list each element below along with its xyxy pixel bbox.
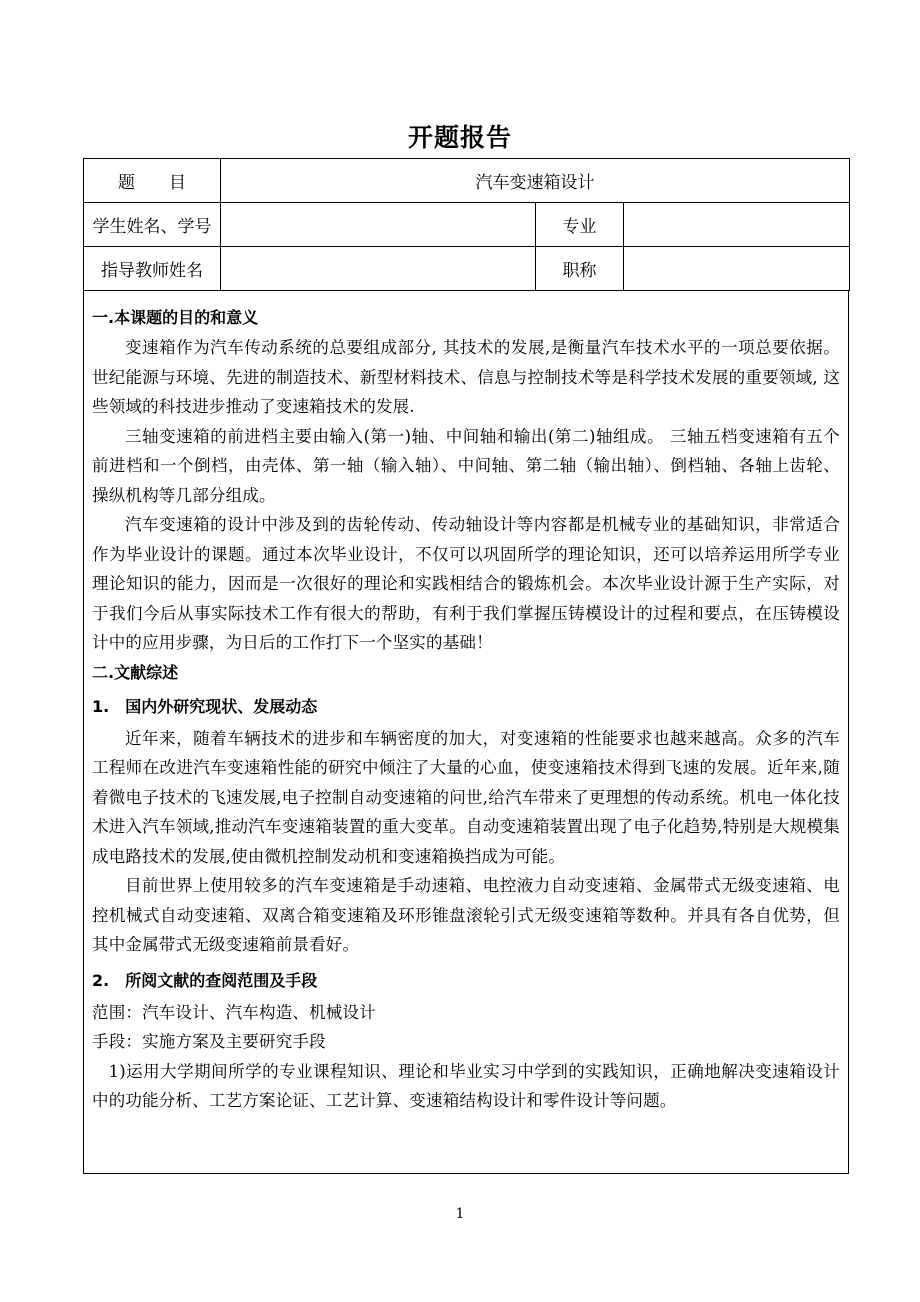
student-row — [84, 203, 850, 247]
section-1-paragraph: 汽车变速箱的设计中涉及到的齿轮传动、传动轴设计等内容都是机械专业的基础知识，非常适合作为毕业设计的课题。通过本次毕业设计，不仅可以巩固所学的理论知识，还可以培养运用所学专业理论知识的能力，因而是一次很好的理论和实践相结合的锻炼机会。本次毕业设计源于生产实际，对于我们今后从事实际技术工作有很大的帮助，有利于我们掌握压铸模设计的过程和要点，在压铸模设计中的应用步骤，为日后的工作打下一个坚实的基础！ — [92, 515, 840, 652]
advisor-label: 指导教师姓名 — [84, 247, 221, 291]
student-label: 学生姓名、学号 — [84, 203, 221, 247]
topic-row — [84, 159, 850, 203]
advisor-row — [84, 247, 850, 291]
student-value — [221, 203, 536, 247]
section-2-heading: 二.文献综述 — [92, 662, 179, 682]
subsection-1-heading: 1. 国内外研究现状、发展动态 — [92, 696, 318, 716]
section-1-paragraph: 变速箱作为汽车传动系统的总要组成部分, 其技术的发展,是衡量汽车技术水平的一项总要依据。世纪能源与环境、先进的制造技术、新型材料技术、信息与控制技术等是科学技术发展的重要领域, 这些领域的科技进步推动了变速箱技术的发展. — [92, 338, 840, 416]
method-item-1: 1)运用大学期间所学的专业课程知识、理论和毕业实习中学到的实践知识，正确地解决变速箱设计中的功能分析、工艺方案论证、工艺计算、变速箱结构设计和零件设计等问题。 — [92, 1061, 840, 1110]
subsection-1-paragraph: 目前世界上使用较多的汽车变速箱是手动速箱、电控液力自动变速箱、金属带式无级变速箱、电控机械式自动变速箱、双离合箱变速箱及环形锥盘滚轮引式无级变速箱等数种。并具有各自优势，但其中金属带式无级变速箱前景看好。 — [92, 876, 840, 954]
means-line: 手段：实施方案及主要研究手段 — [92, 1032, 326, 1051]
section-1-paragraph: 三轴变速箱的前进档主要由输入(第一)轴、中间轴和输出(第二)轴组成。 三轴五档变速箱有五个前进档和一个倒档，由壳体、第一轴（输入轴）、中间轴、第二轴（输出轴）、倒档轴、各轴上齿轮、操纵机构等几部分组成。 — [92, 426, 840, 505]
scope-line: 范围：汽车设计、汽车构造、机械设计 — [92, 1002, 376, 1022]
rank-value — [624, 247, 850, 291]
page-number: 1 — [455, 1206, 465, 1222]
major-label: 专业 — [536, 203, 624, 247]
info-table — [83, 158, 850, 291]
topic-label: 题 目 — [84, 159, 221, 203]
advisor-value — [221, 247, 536, 291]
subsection-2-heading: 2. 所阅文献的查阅范围及手段 — [92, 970, 318, 990]
rank-label: 职称 — [536, 247, 624, 291]
page-title: 开题报告 — [407, 123, 512, 152]
major-value — [624, 203, 850, 247]
section-1-heading: 一.本课题的目的和意义 — [92, 308, 259, 327]
report-body — [83, 291, 849, 1174]
subsection-1-paragraph: 近年来，随着车辆技术的进步和车辆密度的加大，对变速箱的性能要求也越来越高。众多的汽车工程师在改进汽车变速箱性能的研究中倾注了大量的心血，使变速箱技术得到飞速的发展。近年来,随着微电子技术的飞速发展,电子控制自动变速箱的问世,给汽车带来了更理想的传动系统。机电一体化技术进入汽车领域,推动汽车变速箱装置的重大变革。自动变速箱装置出现了电子化趋势,特别是大规模集成电路技术的发展,使由微机控制发动机和变速箱换挡成为可能。 — [92, 728, 840, 866]
topic-value: 汽车变速箱设计 — [221, 159, 850, 203]
